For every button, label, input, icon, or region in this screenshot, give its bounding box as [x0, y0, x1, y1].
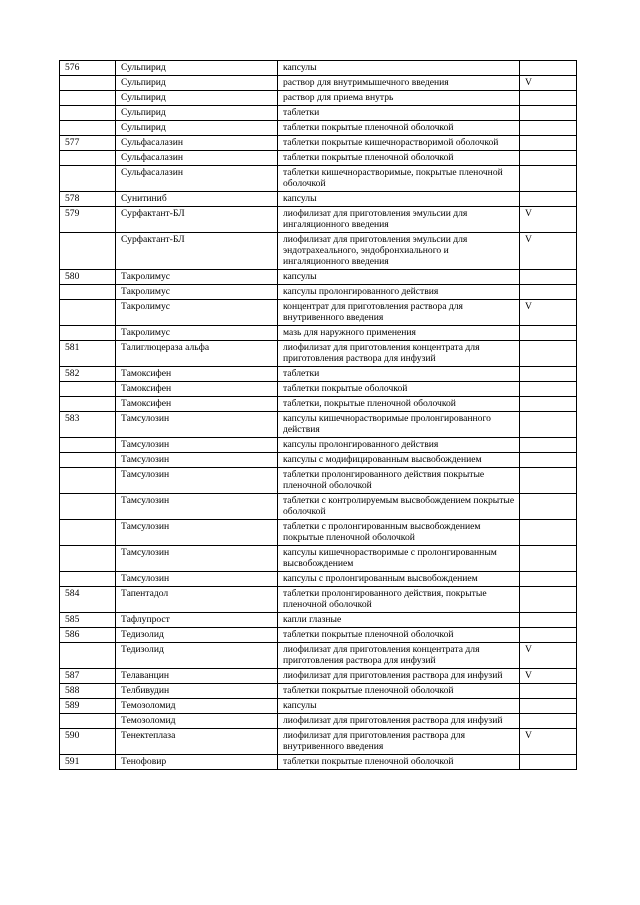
vital-flag: [520, 270, 577, 285]
dosage-form: мазь для наружного применения: [278, 326, 520, 341]
dosage-form: таблетки пролонгированного действия покрытые пленочной оболочкой: [278, 468, 520, 494]
vital-flag: [520, 699, 577, 714]
row-number: 586: [60, 628, 116, 643]
table-row: [60, 91, 577, 106]
row-number: [60, 233, 116, 270]
vital-flag: [520, 106, 577, 121]
drug-name: Тапентадол: [116, 587, 278, 613]
vital-flag: V: [520, 643, 577, 669]
table-row: [60, 207, 577, 233]
drug-table: [59, 60, 577, 770]
dosage-form: таблетки с контролируемым высвобождением покрытые оболочкой: [278, 494, 520, 520]
table-row: [60, 453, 577, 468]
row-number: 591: [60, 755, 116, 770]
dosage-form: таблетки покрытые оболочкой: [278, 382, 520, 397]
drug-name: Тамоксифен: [116, 367, 278, 382]
dosage-form: капсулы: [278, 699, 520, 714]
row-number: [60, 382, 116, 397]
drug-name: Сульпирид: [116, 121, 278, 136]
dosage-form: лиофилизат для приготовления эмульсии для эндотрахеального, эндобронхиального и ингаляционного введения: [278, 233, 520, 270]
table-row: [60, 233, 577, 270]
table-row: [60, 755, 577, 770]
row-number: [60, 397, 116, 412]
row-number: [60, 300, 116, 326]
drug-name: Сульфасалазин: [116, 151, 278, 166]
drug-name: Такролимус: [116, 300, 278, 326]
row-number: [60, 520, 116, 546]
drug-name: Такролимус: [116, 270, 278, 285]
row-number: [60, 546, 116, 572]
dosage-form: таблетки покрытые пленочной оболочкой: [278, 151, 520, 166]
drug-name: Такролимус: [116, 285, 278, 300]
drug-name: Тамсулозин: [116, 468, 278, 494]
table-row: [60, 106, 577, 121]
drug-name: Тедизолид: [116, 643, 278, 669]
dosage-form: концентрат для приготовления раствора для внутривенного введения: [278, 300, 520, 326]
table-row: [60, 520, 577, 546]
dosage-form: таблетки покрытые пленочной оболочкой: [278, 684, 520, 699]
row-number: 579: [60, 207, 116, 233]
table-row: [60, 587, 577, 613]
table-row: [60, 285, 577, 300]
drug-name: Тамсулозин: [116, 412, 278, 438]
vital-flag: [520, 587, 577, 613]
dosage-form: таблетки пролонгированного действия, покрытые пленочной оболочкой: [278, 587, 520, 613]
vital-flag: [520, 367, 577, 382]
vital-flag: [520, 628, 577, 643]
drug-name: Такролимус: [116, 326, 278, 341]
drug-name: Тамсулозин: [116, 520, 278, 546]
drug-name: Тедизолид: [116, 628, 278, 643]
drug-name: Тамоксифен: [116, 397, 278, 412]
row-number: 589: [60, 699, 116, 714]
drug-name: Сульпирид: [116, 91, 278, 106]
vital-flag: V: [520, 207, 577, 233]
row-number: [60, 326, 116, 341]
dosage-form: лиофилизат для приготовления концентрата для приготовления раствора для инфузий: [278, 341, 520, 367]
table-row: [60, 341, 577, 367]
row-number: 582: [60, 367, 116, 382]
vital-flag: [520, 684, 577, 699]
dosage-form: таблетки: [278, 106, 520, 121]
vital-flag: V: [520, 729, 577, 755]
row-number: 588: [60, 684, 116, 699]
dosage-form: таблетки кишечнорастворимые, покрытые пленочной оболочкой: [278, 166, 520, 192]
vital-flag: [520, 326, 577, 341]
table-row: [60, 121, 577, 136]
row-number: 590: [60, 729, 116, 755]
dosage-form: таблетки покрытые пленочной оболочкой: [278, 755, 520, 770]
vital-flag: [520, 438, 577, 453]
dosage-form: раствор для приема внутрь: [278, 91, 520, 106]
row-number: 587: [60, 669, 116, 684]
drug-name: Сульпирид: [116, 106, 278, 121]
dosage-form: капсулы: [278, 270, 520, 285]
vital-flag: [520, 61, 577, 76]
row-number: 583: [60, 412, 116, 438]
row-number: 577: [60, 136, 116, 151]
vital-flag: [520, 468, 577, 494]
dosage-form: лиофилизат для приготовления раствора для инфузий: [278, 714, 520, 729]
vital-flag: [520, 192, 577, 207]
table-row: [60, 714, 577, 729]
row-number: 578: [60, 192, 116, 207]
vital-flag: [520, 382, 577, 397]
row-number: 585: [60, 613, 116, 628]
drug-name: Тамсулозин: [116, 438, 278, 453]
table-row: [60, 643, 577, 669]
row-number: 584: [60, 587, 116, 613]
table-row: [60, 397, 577, 412]
table-row: [60, 76, 577, 91]
table-row: [60, 192, 577, 207]
drug-name: Темозоломид: [116, 714, 278, 729]
dosage-form: капсулы кишечнорастворимые с пролонгированным высвобождением: [278, 546, 520, 572]
vital-flag: [520, 546, 577, 572]
vital-flag: [520, 341, 577, 367]
dosage-form: лиофилизат для приготовления концентрата для приготовления раствора для инфузий: [278, 643, 520, 669]
drug-name: Тамсулозин: [116, 494, 278, 520]
drug-name: Сунитиниб: [116, 192, 278, 207]
vital-flag: [520, 151, 577, 166]
row-number: [60, 438, 116, 453]
row-number: [60, 468, 116, 494]
vital-flag: V: [520, 76, 577, 91]
dosage-form: лиофилизат для приготовления эмульсии для ингаляционного введения: [278, 207, 520, 233]
dosage-form: таблетки покрытые кишечнорастворимой оболочкой: [278, 136, 520, 151]
vital-flag: [520, 91, 577, 106]
table-row: [60, 412, 577, 438]
row-number: [60, 494, 116, 520]
row-number: [60, 91, 116, 106]
vital-flag: [520, 121, 577, 136]
dosage-form: капсулы пролонгированного действия: [278, 438, 520, 453]
dosage-form: таблетки с пролонгированным высвобождением покрытые пленочной оболочкой: [278, 520, 520, 546]
row-number: [60, 285, 116, 300]
table-row: [60, 729, 577, 755]
table-row: [60, 699, 577, 714]
drug-name: Тамоксифен: [116, 382, 278, 397]
drug-name: Сульфасалазин: [116, 136, 278, 151]
vital-flag: [520, 520, 577, 546]
vital-flag: [520, 613, 577, 628]
table-row: [60, 326, 577, 341]
drug-name: Сульфасалазин: [116, 166, 278, 192]
drug-name: Сульпирид: [116, 61, 278, 76]
drug-name: Тенофовир: [116, 755, 278, 770]
vital-flag: [520, 166, 577, 192]
table-row: [60, 300, 577, 326]
row-number: [60, 121, 116, 136]
table-row: [60, 136, 577, 151]
vital-flag: [520, 397, 577, 412]
drug-name: Сурфактант-БЛ: [116, 233, 278, 270]
vital-flag: [520, 714, 577, 729]
dosage-form: лиофилизат для приготовления раствора для инфузий: [278, 669, 520, 684]
dosage-form: капсулы кишечнорастворимые пролонгированного действия: [278, 412, 520, 438]
dosage-form: капсулы: [278, 61, 520, 76]
table-row: [60, 438, 577, 453]
row-number: [60, 572, 116, 587]
drug-table-body: [60, 61, 577, 770]
vital-flag: [520, 412, 577, 438]
vital-flag: [520, 572, 577, 587]
row-number: 580: [60, 270, 116, 285]
table-row: [60, 669, 577, 684]
row-number: [60, 106, 116, 121]
dosage-form: лиофилизат для приготовления раствора для внутривенного введения: [278, 729, 520, 755]
table-row: [60, 61, 577, 76]
drug-name: Тафлупрост: [116, 613, 278, 628]
row-number: [60, 453, 116, 468]
vital-flag: [520, 136, 577, 151]
dosage-form: раствор для внутримышечного введения: [278, 76, 520, 91]
drug-name: Темозоломид: [116, 699, 278, 714]
vital-flag: V: [520, 233, 577, 270]
table-row: [60, 572, 577, 587]
drug-name: Сурфактант-БЛ: [116, 207, 278, 233]
dosage-form: капсулы с модифицированным высвобождением: [278, 453, 520, 468]
row-number: [60, 166, 116, 192]
table-row: [60, 546, 577, 572]
vital-flag: V: [520, 300, 577, 326]
table-row: [60, 367, 577, 382]
dosage-form: таблетки покрытые пленочной оболочкой: [278, 121, 520, 136]
table-row: [60, 494, 577, 520]
row-number: 581: [60, 341, 116, 367]
drug-name: Телбивудин: [116, 684, 278, 699]
vital-flag: [520, 285, 577, 300]
vital-flag: [520, 755, 577, 770]
drug-name: Тамсулозин: [116, 572, 278, 587]
table-row: [60, 628, 577, 643]
dosage-form: капли глазные: [278, 613, 520, 628]
vital-flag: V: [520, 669, 577, 684]
drug-name: Тамсулозин: [116, 546, 278, 572]
dosage-form: капсулы пролонгированного действия: [278, 285, 520, 300]
table-row: [60, 166, 577, 192]
drug-name: Тамсулозин: [116, 453, 278, 468]
row-number: [60, 643, 116, 669]
table-row: [60, 151, 577, 166]
dosage-form: таблетки: [278, 367, 520, 382]
drug-name: Телаванцин: [116, 669, 278, 684]
row-number: [60, 151, 116, 166]
vital-flag: [520, 494, 577, 520]
table-row: [60, 270, 577, 285]
table-row: [60, 613, 577, 628]
drug-name: Сульпирид: [116, 76, 278, 91]
row-number: [60, 76, 116, 91]
vital-flag: [520, 453, 577, 468]
dosage-form: таблетки покрытые пленочной оболочкой: [278, 628, 520, 643]
drug-name: Талиглюцераза альфа: [116, 341, 278, 367]
table-row: [60, 468, 577, 494]
dosage-form: таблетки, покрытые пленочной оболочкой: [278, 397, 520, 412]
table-row: [60, 684, 577, 699]
row-number: [60, 714, 116, 729]
row-number: 576: [60, 61, 116, 76]
dosage-form: капсулы с пролонгированным высвобождением: [278, 572, 520, 587]
dosage-form: капсулы: [278, 192, 520, 207]
drug-name: Тенектеплаза: [116, 729, 278, 755]
table-row: [60, 382, 577, 397]
